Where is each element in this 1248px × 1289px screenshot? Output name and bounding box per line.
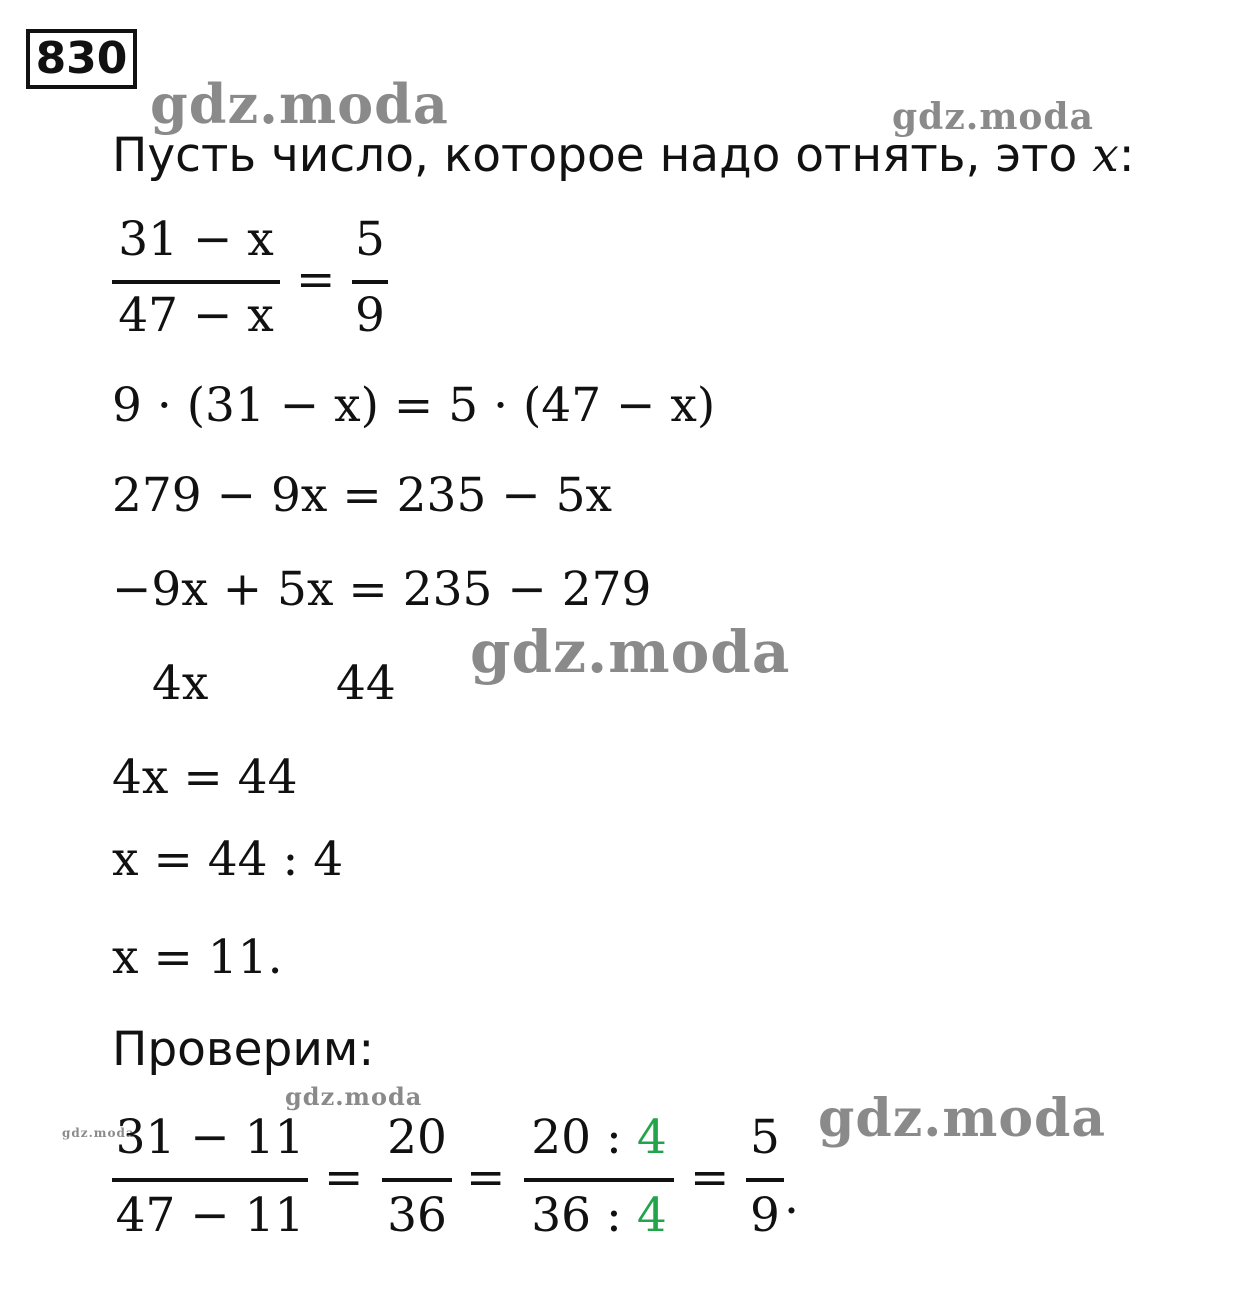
fraction-denominator: 47 − x bbox=[118, 288, 274, 343]
watermark-logo: gdz.moda bbox=[818, 1088, 1107, 1149]
fraction-numerator: 31 − 11 bbox=[115, 1110, 305, 1165]
intro-sentence: Пусть число, которое надо отнять, это bbox=[112, 128, 1093, 183]
fraction-rhs bbox=[352, 212, 388, 344]
numerator-part: 20 : bbox=[531, 1110, 637, 1165]
watermark-logo: gdz.moda bbox=[150, 72, 449, 136]
fraction-denominator bbox=[524, 1188, 674, 1244]
fraction-numerator bbox=[524, 1110, 674, 1166]
fraction-lhs bbox=[112, 212, 280, 344]
equals-sign: = bbox=[296, 252, 336, 307]
fraction-numerator: 5 bbox=[355, 212, 385, 267]
fraction-bar bbox=[746, 1178, 784, 1182]
check-fraction-1 bbox=[112, 1110, 308, 1244]
intro-colon: : bbox=[1118, 128, 1135, 183]
fraction-denominator: 9 bbox=[355, 288, 385, 343]
solution-line-6: 4x = 44 bbox=[112, 750, 298, 805]
fraction-numerator: 20 bbox=[387, 1110, 447, 1165]
watermark-logo: gdz.moda bbox=[470, 618, 791, 686]
equals-sign: = bbox=[466, 1150, 506, 1205]
divisor-highlight: 4 bbox=[636, 1188, 667, 1243]
solution-line-7: x = 44 : 4 bbox=[112, 832, 344, 887]
intro-text bbox=[112, 128, 1135, 184]
fraction-numerator: 5 bbox=[750, 1110, 780, 1165]
watermark-logo: gdz.moda bbox=[285, 1082, 423, 1111]
denominator-part: 36 : bbox=[531, 1188, 637, 1243]
check-fraction-4 bbox=[746, 1110, 784, 1244]
fraction-bar bbox=[112, 280, 280, 284]
solution-line-8: x = 11. bbox=[112, 930, 283, 985]
solution-line-3: 279 − 9x = 235 − 5x bbox=[112, 468, 613, 523]
fraction-denominator: 9 bbox=[750, 1188, 780, 1243]
check-fraction-3 bbox=[524, 1110, 674, 1244]
fraction-bar bbox=[352, 280, 388, 284]
fraction-bar bbox=[112, 1178, 308, 1182]
check-fraction-2 bbox=[382, 1110, 452, 1244]
fraction-denominator: 47 − 11 bbox=[115, 1188, 305, 1243]
fraction-denominator: 36 bbox=[387, 1188, 447, 1243]
divisor-highlight: 4 bbox=[636, 1110, 667, 1165]
problem-number: 830 bbox=[26, 29, 137, 89]
watermark-logo: gdz.moda bbox=[892, 96, 1094, 138]
solution-line-4: −9x + 5x = 235 − 279 bbox=[112, 562, 652, 617]
check-label: Проверим: bbox=[112, 1022, 375, 1077]
equals-sign: = bbox=[690, 1150, 730, 1205]
fraction-numerator: 31 − x bbox=[118, 212, 274, 267]
solution-line-5a: 4x bbox=[152, 656, 209, 711]
fraction-bar bbox=[382, 1178, 452, 1182]
period: . bbox=[784, 1170, 799, 1225]
watermark-logo: gdz.moda bbox=[62, 1126, 135, 1140]
intro-variable: x bbox=[1092, 128, 1119, 183]
equals-sign: = bbox=[324, 1150, 364, 1205]
fraction-bar bbox=[524, 1178, 674, 1182]
solution-line-2: 9 · (31 − x) = 5 · (47 − x) bbox=[112, 378, 716, 433]
solution-line-5b: 44 bbox=[336, 656, 396, 711]
